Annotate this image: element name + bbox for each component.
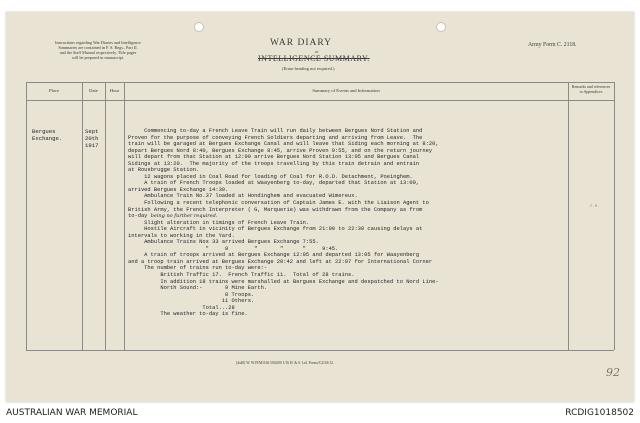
entry-date-line: 1917	[85, 142, 99, 149]
table-rule-summary	[568, 82, 569, 350]
summary-line: Following a recent telephonic conversation of Captain James E. with the Liaison Agent to	[128, 200, 429, 207]
table-rule-right	[614, 82, 615, 350]
column-header-hour: Hour	[109, 88, 120, 93]
summary-line: Commencing to-day a French Leave Train will run daily between Bergues Nord Station and	[128, 128, 423, 134]
form-subtitle: INTELLIGENCE SUMMARY.	[258, 54, 370, 63]
table-top-rule	[26, 82, 614, 83]
summary-line: In addition 18 trains were marshalled at Bergues Exchange and despatched to Nord Line-	[128, 278, 439, 285]
summary-line: intervals to working in the Yard.	[128, 232, 235, 239]
summary-line: at Rousbrugge Station.	[128, 167, 200, 174]
entry-date	[85, 128, 98, 149]
table-rule-date	[105, 82, 106, 350]
summary-line: The number of trains run to-day were:-	[128, 265, 268, 272]
entry-date-line: 20th	[85, 135, 99, 142]
summary-line: The weather to-day is fine.	[128, 311, 248, 318]
summary-line: will depart from that Station at 12:00 arrive Bergues Nord Station 13:05 and Bergues Canal	[128, 154, 420, 161]
punch-hole-left	[194, 22, 204, 32]
instructions-block	[38, 40, 158, 60]
instructions-line: Summaries are contained in F. S. Regs., Part II.	[58, 45, 138, 50]
entry-date-line: Sept	[85, 128, 99, 135]
summary-line: depart Bergues Nord 8:40, Bergues Exchange 8:45, arrive Proven 9:55, and on the return journey	[128, 147, 433, 154]
summary-line: train will be garaged at Bergues Exchange Canal and will leave that Siding each morning at 8:20,	[128, 141, 439, 148]
form-title: WAR DIARY	[270, 38, 333, 48]
column-header-place: Place	[49, 88, 59, 93]
summary-line: A train of French Troops loaded at Waayenberg to-day, departed that Station at 13:00,	[128, 180, 420, 187]
summary-line: 8 Troops.	[128, 291, 255, 298]
catalogue-number: RCDIG1018502	[565, 408, 634, 418]
summary-line: Total...28	[128, 304, 235, 311]
entry-place-line: Exchange.	[32, 135, 63, 142]
table-header-rule	[26, 100, 614, 101]
instructions-line: Instructions regarding War Diaries and Intelligence	[55, 40, 141, 45]
summary-line: to-day	[128, 213, 148, 220]
summary-line: and a troop train arrived at Bergues Exchange 20:42 and left at 22:07 for International Corner	[128, 258, 433, 265]
summary-line: Ambulance Trains Nos 33 arrived Bergues Exchange 7:55.	[128, 239, 319, 246]
page-number: 92	[606, 366, 620, 379]
summary-line: 11 Others.	[128, 298, 255, 305]
summary-line: Sidings at 13:20. The majority of the troops travelling by this train detrain and entrain	[128, 160, 420, 167]
erase-note: (Erase heading not required.)	[282, 66, 335, 71]
summary-line: Slight alteration in timings of French Leave Train.	[128, 219, 310, 226]
column-header-date: Date	[89, 88, 98, 93]
instructions-line: will be prepared in manuscript.	[71, 55, 125, 60]
summary-text	[128, 128, 568, 318]
archive-watermark: AUSTRALIAN WAR MEMORIAL	[6, 408, 138, 418]
summary-line: British Traffic 17. French Traffic 11. Total of 28 trains.	[128, 272, 355, 279]
column-header-summary: Summary of Events and Information	[312, 88, 380, 93]
table-rule-hour	[124, 82, 125, 350]
handwritten-annotation: being no further required.	[150, 213, 218, 220]
entry-place-line: Bergues	[32, 128, 56, 135]
army-form-number: Army Form C. 2118.	[528, 42, 577, 48]
summary-line: A train of troops arrived at Bergues Exchange 12:05 and departed 13:05 for Waayenberg	[128, 252, 420, 259]
summary-line: North Sound:- 9 Mine Earth.	[128, 285, 268, 292]
summary-line: " 8 " " " 9:45.	[128, 245, 339, 252]
table-bottom-rule	[26, 350, 614, 351]
printer-imprint: [4a40] W. W19/M1166 500,000 1/16 H. & S. Ltd. Forms/C2118/12.	[236, 361, 334, 365]
remarks-note: P.M.	[590, 205, 600, 209]
table-rule-left	[26, 82, 27, 350]
summary-line: Ambulance Train No.37 loaded at Hondinghem and evacuated Wimereux.	[128, 193, 358, 200]
form-title-or: or	[315, 49, 319, 54]
summary-line: British Army, the French Interpreter ( G, Marquerie) was withdrawn from the Company as from	[128, 206, 423, 213]
summary-line: Proven for the purpose of conveying French Soldiers departing and arriving from Leave. The	[128, 134, 423, 141]
summary-line: arrived Bergues Exchange 14:30.	[128, 186, 229, 193]
summary-line: 12 wagons placed in Coal Road for loading of Coal for R.O.D. Detachment, Poeinghem.	[128, 173, 413, 180]
summary-line: Hostile Aircraft in vicinity of Bergues Exchange from 21:00 to 22:30 causing delays at	[128, 226, 423, 233]
table-rule-place	[82, 82, 83, 350]
punch-hole-right	[436, 22, 446, 32]
column-header-remarks: Remarks and references to Appendices	[571, 84, 611, 94]
entry-place	[32, 128, 62, 142]
instructions-line: and the Staff Manual respectively. Title pages	[59, 50, 137, 55]
